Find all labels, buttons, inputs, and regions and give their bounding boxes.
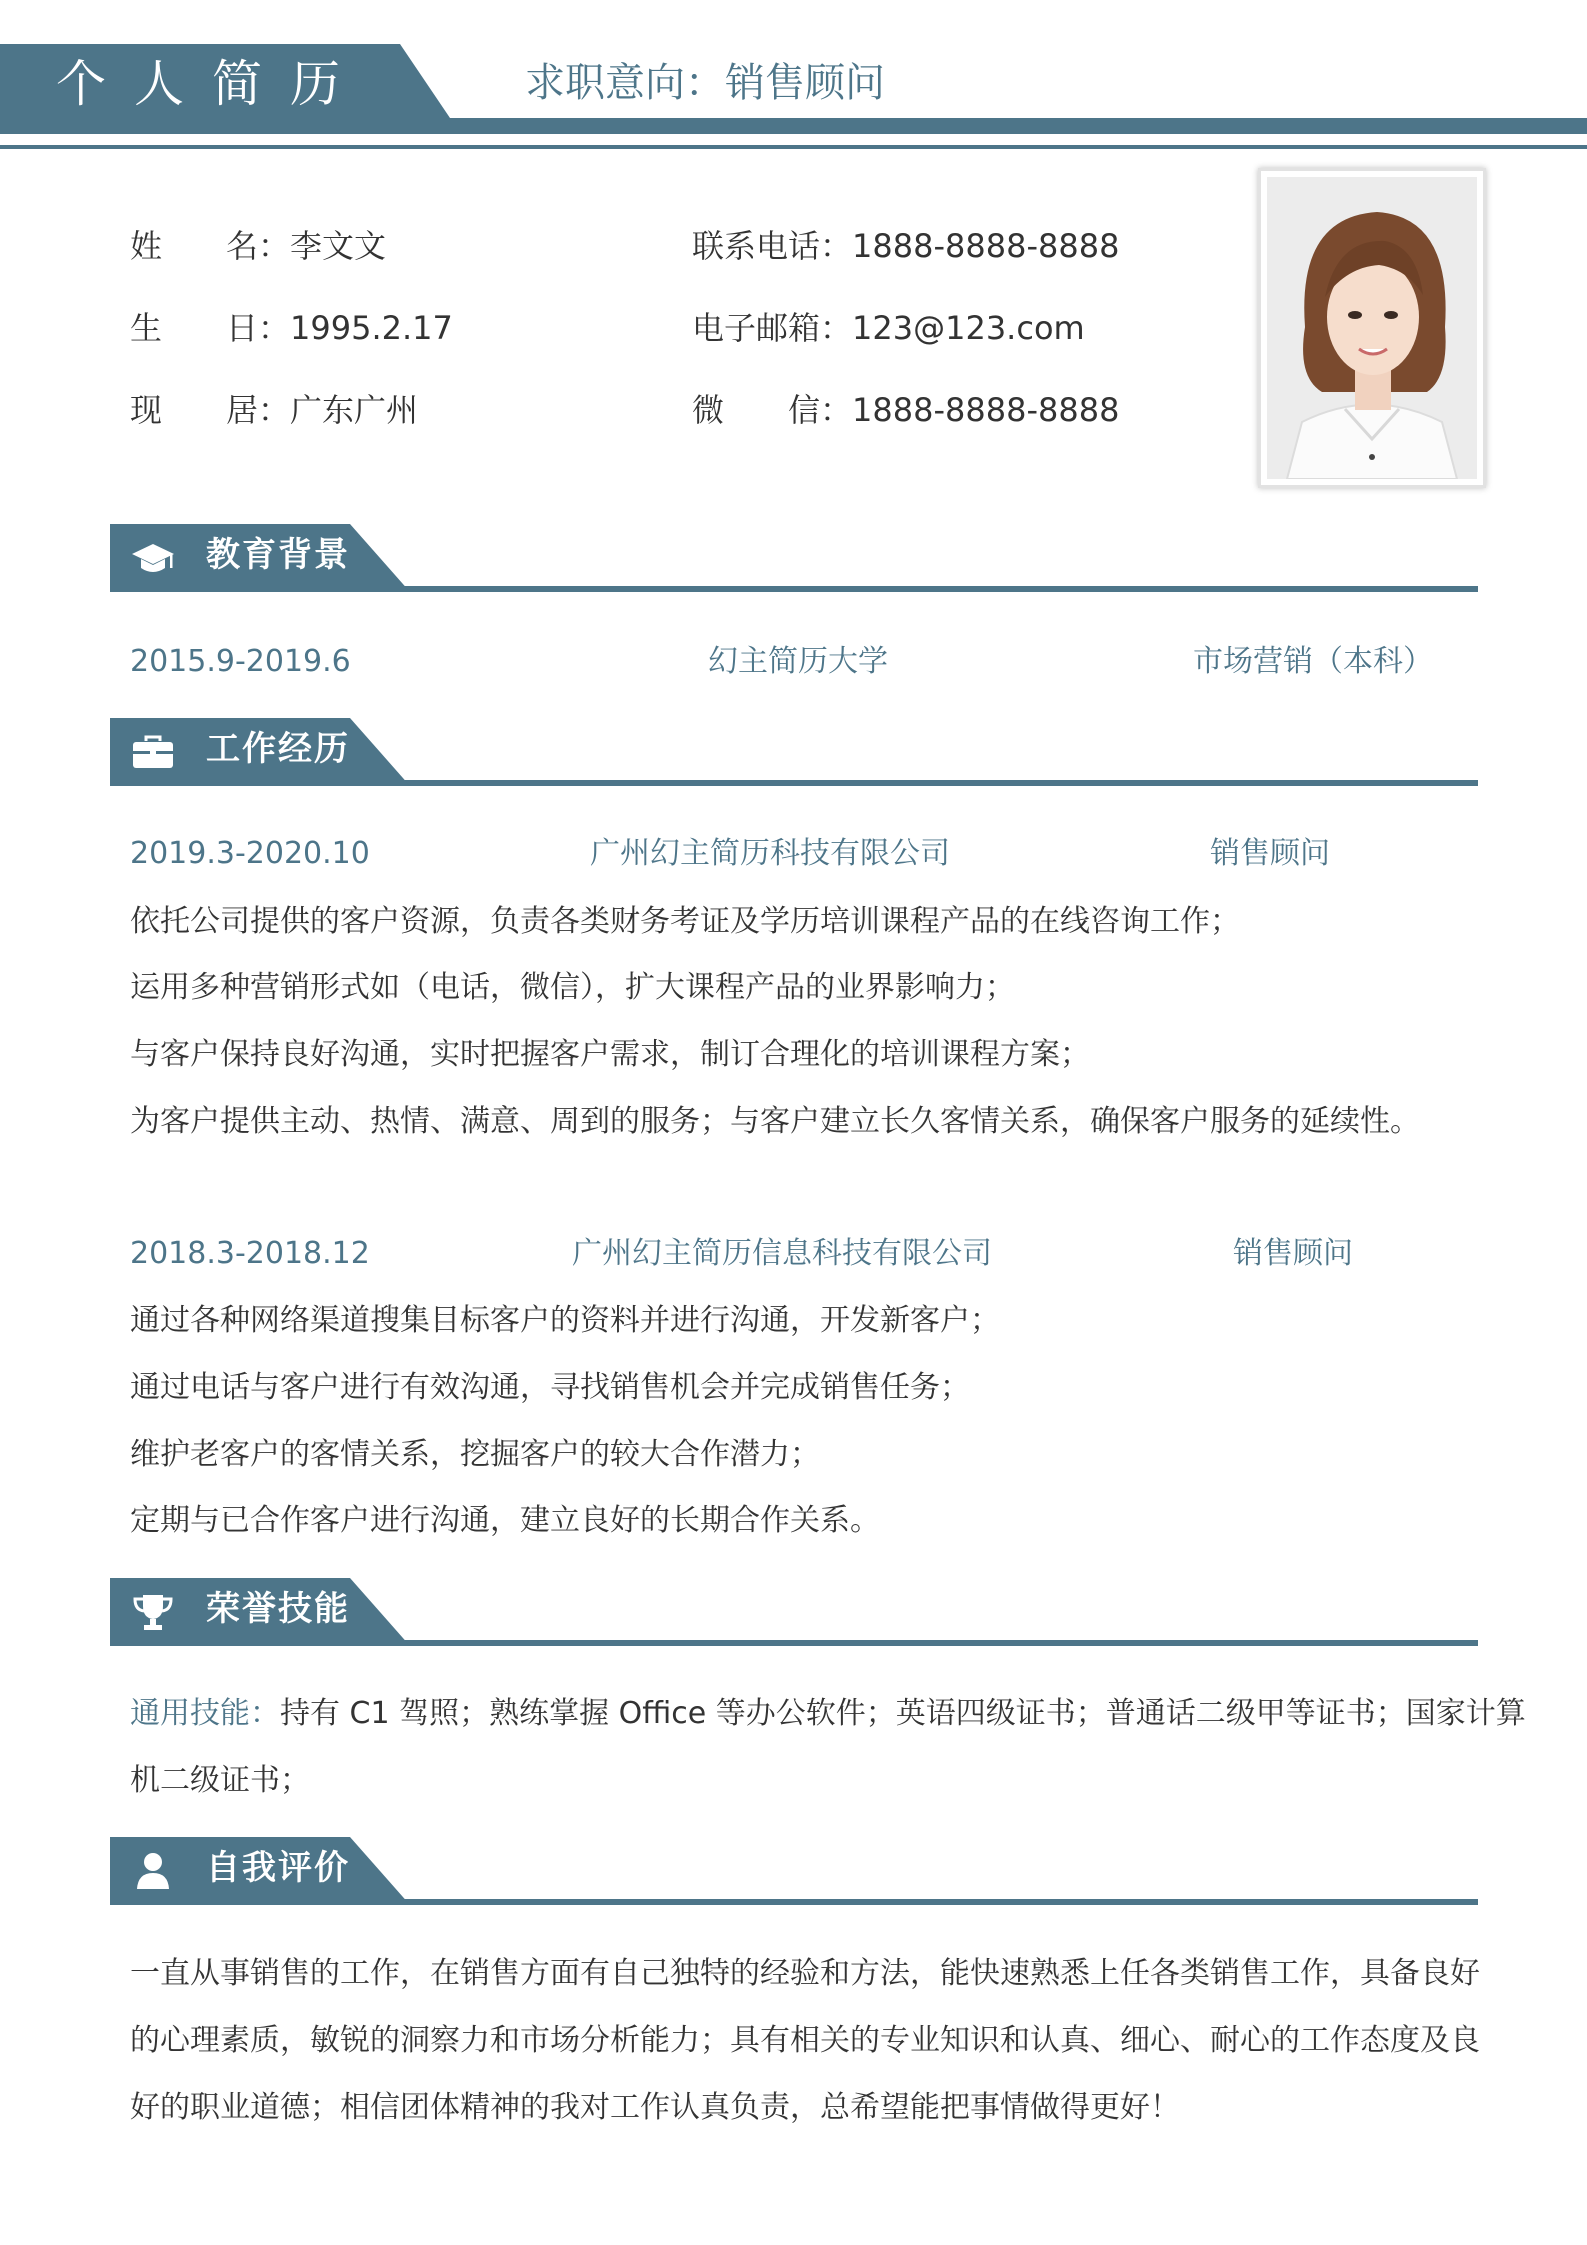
phone-value: 1888-8888-8888 xyxy=(852,227,1120,265)
skills-label: 通用技能： xyxy=(130,1696,280,1731)
section-header-education xyxy=(110,524,1478,592)
job-duty: 运用多种营销形式如（电话，微信），扩大课程产品的业界影响力； xyxy=(130,970,1015,1005)
section-title: 工作经历 xyxy=(206,729,350,769)
section-title: 自我评价 xyxy=(206,1848,350,1888)
job-period: 2019.3-2020.10 xyxy=(130,836,370,871)
info-email-row xyxy=(692,304,1085,352)
education-major: 市场营销（本科） xyxy=(1193,644,1433,679)
job-duty: 为客户提供主动、热情、满意、周到的服务；与客户建立长久客情关系，确保客户服务的延续性。 xyxy=(130,1104,1420,1139)
job-position: 销售顾问 xyxy=(1233,1236,1353,1271)
info-residence-row xyxy=(130,386,418,434)
skills-line xyxy=(130,1691,1526,1737)
job-duty: 与客户保持良好沟通，实时把握客户需求，制订合理化的培训课程方案； xyxy=(130,1037,1090,1072)
profile-photo-illustration xyxy=(1267,177,1477,479)
residence-value: 广东广州 xyxy=(290,391,419,429)
education-period: 2015.9-2019.6 xyxy=(130,644,351,679)
self-eval-line: 好的职业道德；相信团体精神的我对工作认真负责，总希望能把事情做得更好！ xyxy=(130,2090,1180,2125)
resume-title: 个人简历 xyxy=(56,55,368,113)
job-duty: 依托公司提供的客户资源，负责各类财务考证及学历培训课程产品的在线咨询工作； xyxy=(130,904,1240,939)
section-title: 荣誉技能 xyxy=(206,1589,350,1629)
profile-photo-frame xyxy=(1258,168,1486,488)
info-name-row xyxy=(130,222,386,270)
graduation-cap-icon xyxy=(130,538,176,578)
email-label: 电子邮箱： xyxy=(692,309,853,347)
job-duty: 通过各种网络渠道搜集目标客户的资料并进行沟通，开发新客户； xyxy=(130,1303,1000,1338)
section-header-skills xyxy=(110,1578,1478,1646)
trophy-icon xyxy=(130,1592,176,1632)
name-label: 姓 名： xyxy=(130,227,291,265)
name-value: 李文文 xyxy=(290,227,387,265)
person-icon xyxy=(130,1851,176,1891)
birthday-value: 1995.2.17 xyxy=(290,309,453,347)
info-phone-row xyxy=(692,222,1119,270)
job-duty: 通过电话与客户进行有效沟通，寻找销售机会并完成销售任务； xyxy=(130,1370,970,1405)
job-company: 广州幻主简历科技有限公司 xyxy=(590,836,950,871)
job-duty: 定期与已合作客户进行沟通，建立良好的长期合作关系。 xyxy=(130,1503,880,1538)
job-duty: 维护老客户的客情关系，挖掘客户的较大合作潜力； xyxy=(130,1437,820,1472)
profile-photo xyxy=(1267,177,1477,479)
wechat-label: 微 信： xyxy=(692,391,853,429)
email-value: 123@123.com xyxy=(852,309,1085,347)
header-divider xyxy=(0,145,1587,149)
info-birthday-row xyxy=(130,304,453,352)
job-period: 2018.3-2018.12 xyxy=(130,1236,370,1271)
job-position: 销售顾问 xyxy=(1210,836,1330,871)
info-wechat-row xyxy=(692,386,1119,434)
birthday-label: 生 日： xyxy=(130,309,291,347)
section-header-work xyxy=(110,718,1478,786)
self-eval-line: 一直从事销售的工作，在销售方面有自己独特的经验和方法，能快速熟悉上任各类销售工作，具备良好 xyxy=(130,1956,1480,1991)
section-title: 教育背景 xyxy=(206,535,350,575)
skills-line-continued: 机二级证书； xyxy=(130,1763,310,1798)
briefcase-icon xyxy=(130,732,176,772)
section-header-self-eval xyxy=(110,1837,1478,1905)
residence-label: 现 居： xyxy=(130,391,291,429)
job-company: 广州幻主简历信息科技有限公司 xyxy=(572,1236,992,1271)
education-school: 幻主简历大学 xyxy=(708,644,888,679)
job-intent: 求职意向：销售顾问 xyxy=(525,60,885,106)
skills-text: 持有 C1 驾照；熟练掌握 Office 等办公软件；英语四级证书；普通话二级甲等证书；国家计算 xyxy=(280,1696,1526,1731)
header-banner-bar xyxy=(0,118,1587,134)
self-eval-line: 的心理素质，敏锐的洞察力和市场分析能力；具有相关的专业知识和认真、细心、耐心的工作态度及良 xyxy=(130,2023,1480,2058)
wechat-value: 1888-8888-8888 xyxy=(852,391,1120,429)
phone-label: 联系电话： xyxy=(692,227,853,265)
